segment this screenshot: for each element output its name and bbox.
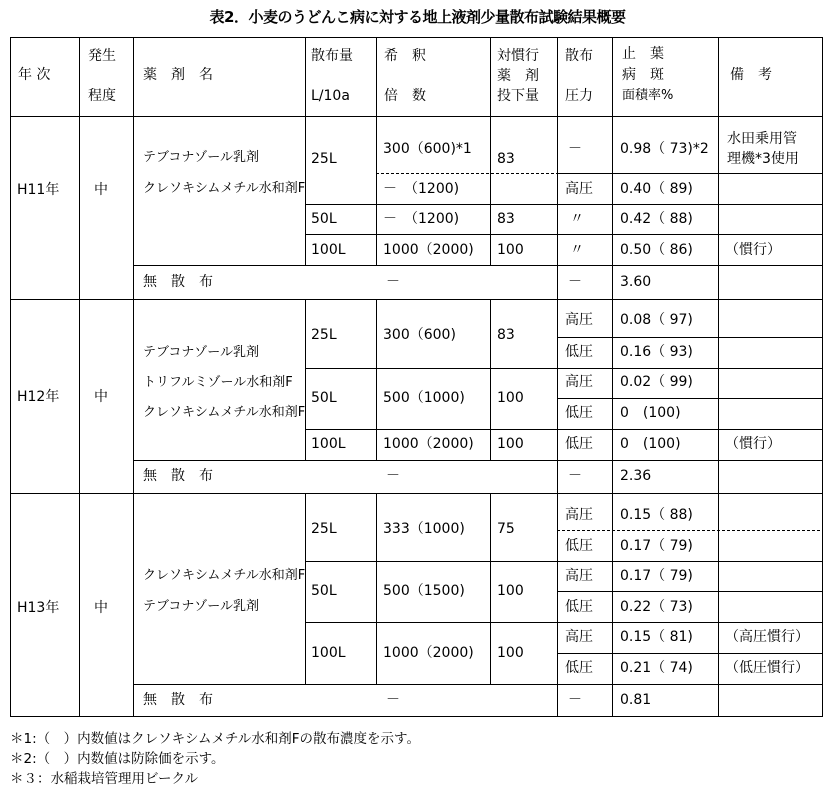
h11-r4-lesion: 0.50（ 86) <box>620 242 693 258</box>
h13-g3-remarks-1: （高圧慣行） <box>725 629 809 645</box>
h11-r4-remarks: （慣行） <box>725 242 781 258</box>
h13-g2-amount: 50L <box>311 583 337 599</box>
header-comparison-3: 投下量 <box>497 88 539 104</box>
h13-g1-dilution: 333（1000) <box>383 521 465 537</box>
h12-g3-lesion: 0 (100) <box>620 436 681 452</box>
header-remarks: 備 考 <box>730 67 772 83</box>
header-amount-1: 散布量 <box>311 48 353 64</box>
h11-r1-remarks-1: 水田乗用管 <box>727 131 797 147</box>
header-year: 年 次 <box>18 67 51 83</box>
h13-g3-lesion-2: 0.21（ 74) <box>620 660 693 676</box>
header-lesion-3: 面積率% <box>622 88 674 103</box>
h12-g1-lesion-1: 0.08（ 97) <box>620 312 693 328</box>
h12-g2-pressure-1: 高圧 <box>565 374 593 390</box>
h11-r1-amount: 25L <box>311 151 337 167</box>
h11-none-label: 無 散 布 <box>143 274 213 290</box>
h12-g3-pressure: 低圧 <box>565 436 593 452</box>
h13-g2-comparison: 100 <box>497 583 524 599</box>
h11-r3-amount: 50L <box>311 211 337 227</box>
h11-occurrence: 中 <box>94 182 108 198</box>
h13-g1-comparison: 75 <box>497 521 515 537</box>
h12-g3-dilution: 1000（2000) <box>383 436 474 452</box>
footnote-1: ＊1:（ ）内数値はクレソキシムメチル水和剤Fの散布濃度を示す。 <box>10 731 420 747</box>
header-lesion-2: 病 斑 <box>622 67 664 83</box>
h13-g1-amount: 25L <box>311 521 337 537</box>
h12-g1-amount: 25L <box>311 327 337 343</box>
h13-g3-lesion-1: 0.15（ 81) <box>620 629 693 645</box>
h11-none-lesion: 3.60 <box>620 274 652 290</box>
h12-g1-lesion-2: 0.16（ 93) <box>620 344 693 360</box>
footnote-3: ＊３：水稲栽培管理用ビークル <box>10 771 199 787</box>
h12-g2-lesion-2: 0 (100) <box>620 405 681 421</box>
h13-g1-lesion-1: 0.15（ 88) <box>620 507 693 523</box>
header-comparison-2: 薬 剤 <box>497 68 539 84</box>
h12-occurrence: 中 <box>94 389 108 405</box>
h12-none-dilution: － <box>386 468 400 484</box>
h11-year: H11年 <box>17 182 60 198</box>
h13-drug-1: クレソキシムメチル水和剤F <box>143 568 306 583</box>
h11-r4-amount: 100L <box>311 242 346 258</box>
h11-r4-dilution: 1000（2000) <box>383 242 474 258</box>
h13-none-label: 無 散 布 <box>143 692 213 708</box>
h13-occurrence: 中 <box>94 600 108 616</box>
h13-g1-pressure-1: 高圧 <box>565 507 593 523</box>
header-dilution-2: 倍 数 <box>384 88 426 104</box>
h11-r4-pressure: 〃 <box>570 242 584 258</box>
header-dilution-1: 希 釈 <box>384 48 426 64</box>
h12-g3-amount: 100L <box>311 436 346 452</box>
header-lesion-1: 止 葉 <box>622 46 664 62</box>
h12-year: H12年 <box>17 389 60 405</box>
footnote-2: ＊2:（ ）内数値は防除価を示す。 <box>10 751 225 767</box>
h13-g2-lesion-1: 0.17（ 79) <box>620 568 693 584</box>
header-amount-2: L/10a <box>311 88 350 104</box>
h13-g3-amount: 100L <box>311 645 346 661</box>
h13-none-pressure: － <box>568 692 582 708</box>
h11-r1-remarks-2: 理機*3使用 <box>727 151 799 167</box>
h11-none-pressure: － <box>568 274 582 290</box>
h11-r3-pressure: 〃 <box>570 211 584 227</box>
header-occurrence-1: 発生 <box>88 48 116 64</box>
h12-g2-pressure-2: 低圧 <box>565 405 593 421</box>
h11-drug-1: テブコナゾール乳剤 <box>143 150 259 165</box>
h12-g3-remarks: （慣行） <box>725 436 781 452</box>
h13-g2-pressure-1: 高圧 <box>565 568 593 584</box>
h13-g1-lesion-2: 0.17（ 79) <box>620 538 693 554</box>
h11-r1-lesion: 0.98（ 73)*2 <box>620 141 709 157</box>
h11-r1-dilution: 300（600)*1 <box>383 141 472 157</box>
h13-g2-pressure-2: 低圧 <box>565 599 593 615</box>
h12-g3-comparison: 100 <box>497 436 524 452</box>
h13-g2-dilution: 500（1500) <box>383 583 465 599</box>
h13-g3-comparison: 100 <box>497 645 524 661</box>
h12-g1-pressure-1: 高圧 <box>565 312 593 328</box>
h13-g3-dilution: 1000（2000) <box>383 645 474 661</box>
h13-g3-pressure-1: 高圧 <box>565 629 593 645</box>
h11-r1-comparison: 83 <box>497 151 515 167</box>
h11-r1-pressure: － <box>568 141 582 157</box>
h13-g3-pressure-2: 低圧 <box>565 660 593 676</box>
h12-none-lesion: 2.36 <box>620 468 652 484</box>
h12-g1-pressure-2: 低圧 <box>565 344 593 360</box>
header-drug: 薬 剤 名 <box>143 67 213 83</box>
h11-r2-dilution: － （1200) <box>383 181 460 197</box>
h13-g3-remarks-2: （低圧慣行） <box>725 660 809 676</box>
h12-g2-lesion-1: 0.02（ 99) <box>620 374 693 390</box>
h11-r2-lesion: 0.40（ 89) <box>620 181 693 197</box>
h12-g2-dilution: 500（1000) <box>383 390 465 406</box>
h12-none-label: 無 散 布 <box>143 468 213 484</box>
h11-r4-comparison: 100 <box>497 242 524 258</box>
header-occurrence-2: 程度 <box>88 88 116 104</box>
h13-drug-2: テブコナゾール乳剤 <box>143 599 259 614</box>
h11-drug-2: クレソキシムメチル水和剤F <box>143 181 306 196</box>
h13-g2-lesion-2: 0.22（ 73) <box>620 599 693 615</box>
h12-g2-amount: 50L <box>311 390 337 406</box>
h13-none-dilution: － <box>386 692 400 708</box>
h13-none-lesion: 0.81 <box>620 692 652 708</box>
h13-year: H13年 <box>17 600 60 616</box>
h11-none-dilution: － <box>386 274 400 290</box>
h12-drug-1: テブコナゾール乳剤 <box>143 345 259 360</box>
header-pressure-2: 圧力 <box>565 88 593 104</box>
header-comparison-1: 対慣行 <box>497 48 539 64</box>
h11-r3-lesion: 0.42（ 88) <box>620 211 693 227</box>
h12-none-pressure: － <box>568 468 582 484</box>
h11-r3-dilution: － （1200) <box>383 211 460 227</box>
h12-drug-2: トリフルミゾール水和剤F <box>143 375 293 390</box>
h12-g1-comparison: 83 <box>497 327 515 343</box>
h11-r3-comparison: 83 <box>497 211 515 227</box>
h11-r2-pressure: 高圧 <box>565 181 593 197</box>
h13-g1-pressure-2: 低圧 <box>565 538 593 554</box>
h12-g1-dilution: 300（600) <box>383 327 456 343</box>
h12-drug-3: クレソキシムメチル水和剤F <box>143 405 306 420</box>
header-pressure-1: 散布 <box>565 48 593 64</box>
table-title: 表2．小麦のうどんこ病に対する地上液剤少量散布試験結果概要 <box>209 8 626 26</box>
h12-g2-comparison: 100 <box>497 390 524 406</box>
